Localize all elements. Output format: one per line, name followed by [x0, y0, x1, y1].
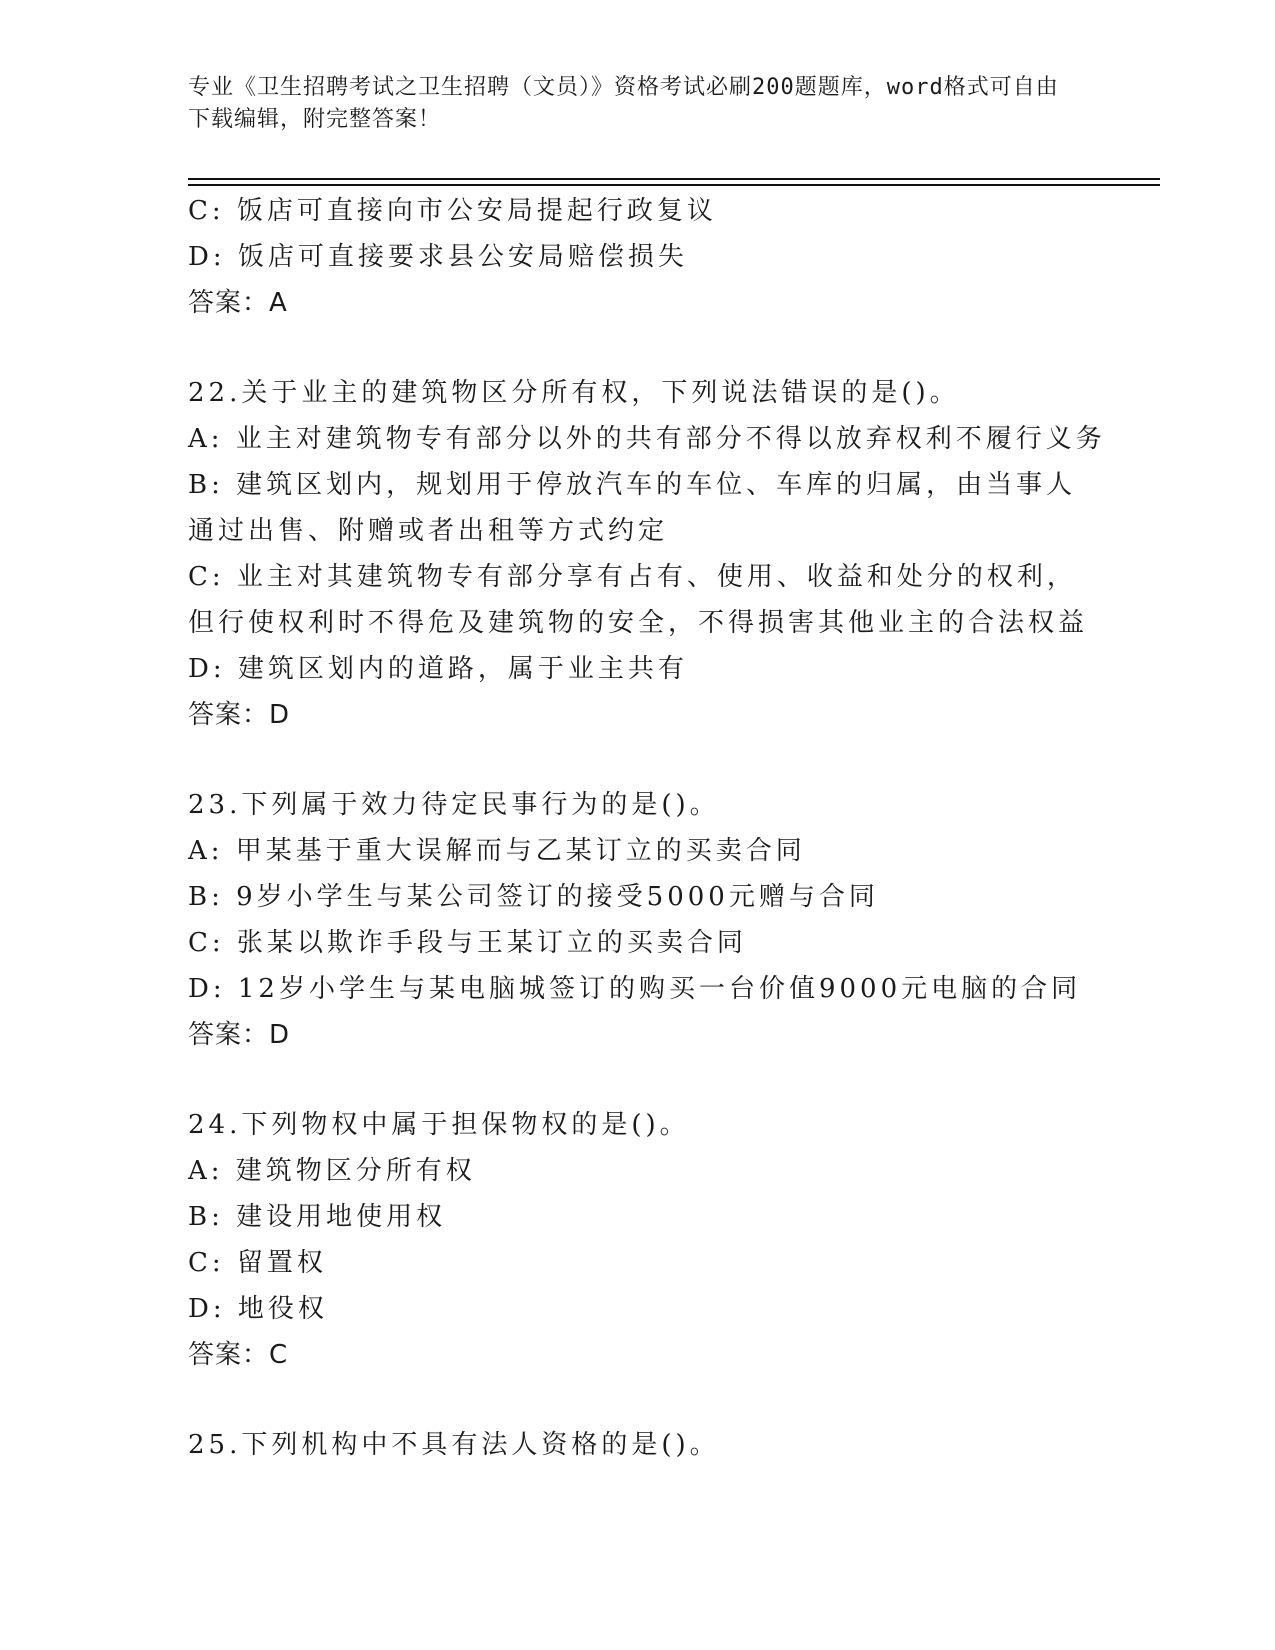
answer-line: 答案：A [188, 288, 288, 318]
spacer [188, 1058, 1088, 1102]
option-c: C: 张某以欺诈手段与王某订立的买卖合同 [188, 928, 747, 958]
question-23 [188, 782, 1088, 1058]
question-stem: 25.下列机构中不具有法人资格的是()。 [188, 1430, 720, 1460]
question-24 [188, 1102, 1088, 1378]
option-c: C: 留置权 [188, 1248, 327, 1278]
option-d: D: 12岁小学生与某电脑城签订的购买一台价值9000元电脑的合同 [188, 974, 1082, 1004]
option-a: A: 甲某基于重大误解而与乙某订立的买卖合同 [188, 836, 806, 866]
option-c: C: 饭店可直接向市公安局提起行政复议 [188, 196, 717, 226]
option-d: D: 地役权 [188, 1294, 328, 1324]
option-d: D: 建筑区划内的道路，属于业主共有 [188, 654, 688, 684]
option-d: D: 饭店可直接要求县公安局赔偿损失 [188, 242, 688, 272]
option-b: B: 建筑区划内，规划用于停放汽车的车位、车库的归属，由当事人通过出售、附赠或者出租等方式约定 [188, 470, 1077, 546]
option-b: B: 建设用地使用权 [188, 1202, 447, 1232]
option-b: B: 9岁小学生与某公司签订的接受5000元赠与合同 [188, 882, 879, 912]
answer-line: 答案：D [188, 1020, 291, 1050]
spacer [188, 1378, 1088, 1422]
spacer [188, 738, 1088, 782]
answer-line: 答案：D [188, 700, 291, 730]
header-rule-top [188, 178, 1160, 180]
question-stem: 24.下列物权中属于担保物权的是()。 [188, 1110, 690, 1140]
answer-line: 答案：C [188, 1340, 289, 1370]
question-stem: 23.下列属于效力待定民事行为的是()。 [188, 790, 720, 820]
option-a: A: 建筑物区分所有权 [188, 1156, 476, 1186]
question-stem: 22.关于业主的建筑物区分所有权，下列说法错误的是()。 [188, 378, 960, 408]
option-a: A: 业主对建筑物专有部分以外的共有部分不得以放弃权利不履行义务 [188, 424, 1106, 454]
option-c: C: 业主对其建筑物专有部分享有占有、使用、收益和处分的权利，但行使权利时不得危及建筑物的安全，不得损害其他业主的合法权益 [188, 562, 1089, 638]
spacer [188, 326, 1088, 370]
header-rule-bottom [188, 184, 1160, 186]
question-25 [188, 1422, 1088, 1468]
question-fragment [188, 188, 1088, 326]
document-header [188, 72, 1068, 136]
document-body [188, 188, 1106, 1468]
header-title: 专业《卫生招聘考试之卫生招聘（文员）》资格考试必刷200题题库，word格式可自由下载编辑，附完整答案！ [188, 75, 1059, 132]
question-22 [188, 370, 1106, 738]
